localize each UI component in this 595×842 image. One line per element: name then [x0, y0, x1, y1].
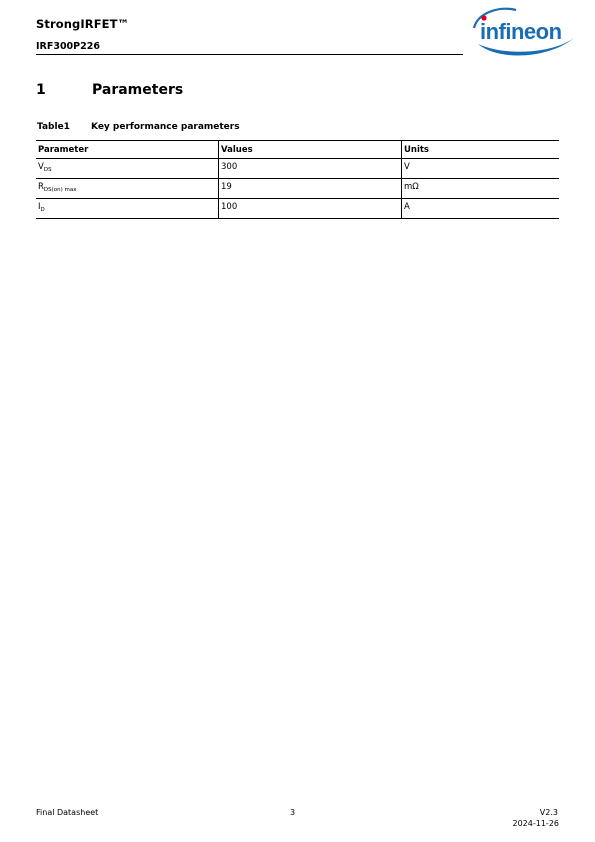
parameter-cell — [36, 159, 219, 179]
table-caption-label: Table1 — [37, 122, 70, 132]
section-title: Parameters — [92, 82, 184, 98]
table-row — [36, 159, 559, 179]
section-heading — [36, 82, 183, 98]
column-header-values: Values — [219, 141, 402, 159]
column-header-units: Units — [402, 141, 560, 159]
unit-cell: mΩ — [402, 179, 560, 199]
footer-document-type: Final Datasheet — [36, 808, 99, 817]
table-header-row — [36, 141, 559, 159]
table-caption — [37, 122, 240, 132]
table-row — [36, 179, 559, 199]
parameter-symbol: I — [38, 202, 41, 212]
key-parameters-table — [36, 140, 559, 219]
table-row — [36, 199, 559, 219]
infineon-logo — [470, 4, 580, 56]
header-divider — [36, 54, 463, 55]
footer-version: V2.3 — [539, 808, 558, 817]
parameter-subscript: DS(on) max — [43, 187, 77, 193]
parameter-subscript: DS — [43, 167, 52, 173]
part-number: IRF300P226 — [36, 41, 100, 52]
section-number: 1 — [36, 82, 46, 98]
product-family-title: StrongIRFET™ — [36, 17, 130, 31]
value-cell: 19 — [219, 179, 402, 199]
parameter-subscript: D — [40, 207, 45, 213]
unit-cell: A — [402, 199, 560, 219]
column-header-parameter: Parameter — [36, 141, 219, 159]
value-cell: 100 — [219, 199, 402, 219]
parameter-cell — [36, 179, 219, 199]
value-cell: 300 — [219, 159, 402, 179]
logo-wordmark: infineon — [480, 19, 562, 44]
parameter-cell — [36, 199, 219, 219]
parameter-symbol: V — [38, 162, 44, 172]
footer-date: 2024-11-26 — [512, 819, 559, 828]
parameter-symbol: R — [38, 182, 44, 192]
footer-page-number: 3 — [290, 808, 296, 817]
unit-cell: V — [402, 159, 560, 179]
table-caption-title: Key performance parameters — [91, 122, 240, 132]
